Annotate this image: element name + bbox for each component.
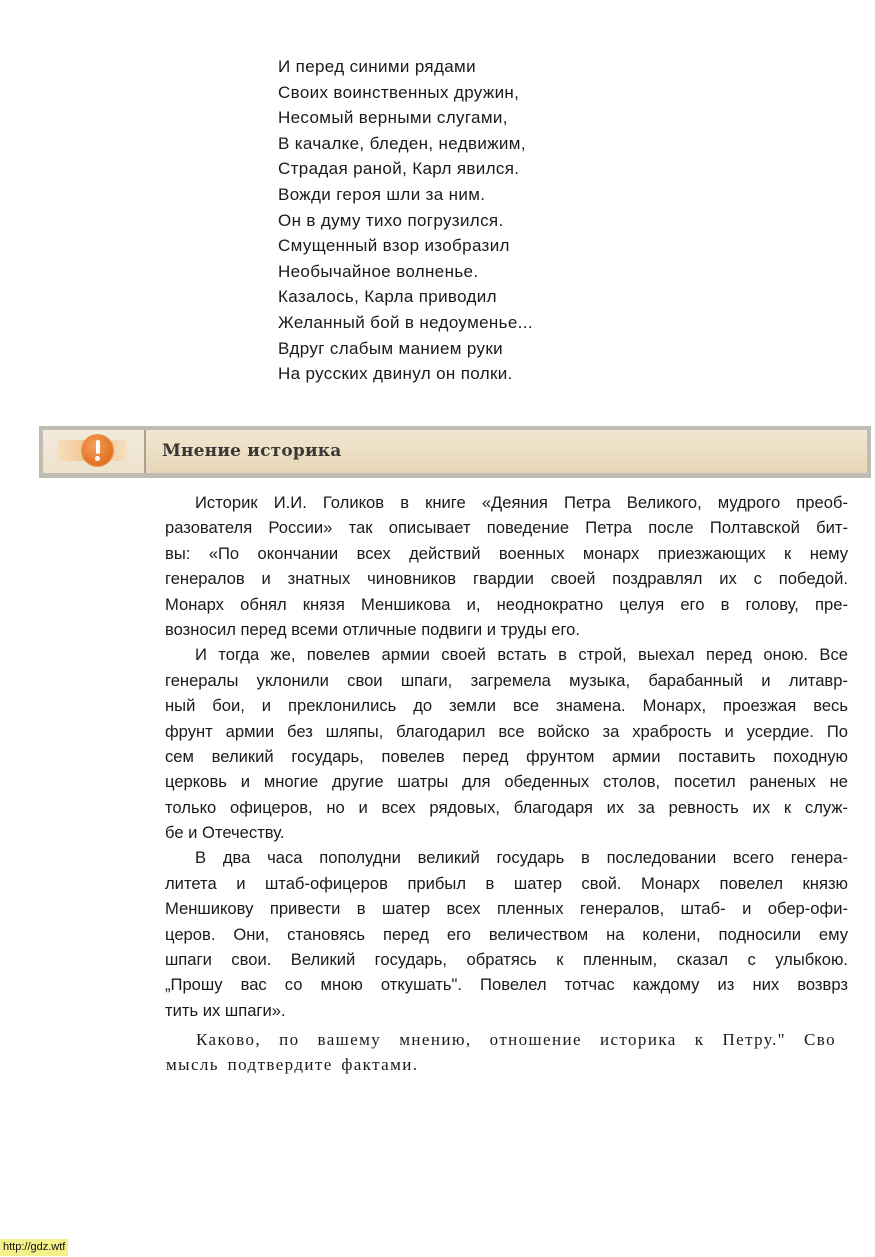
prose-line: генералов и знатных чиновников гвардии своей поздравлял их с победой. xyxy=(165,569,848,589)
exclamation-dot xyxy=(95,456,100,461)
section-banner xyxy=(39,426,871,478)
poem-line: Вожди героя шли за ним. xyxy=(278,184,486,204)
poem-line: Казалось, Карла приводил xyxy=(278,287,497,307)
poem-line: Он в думу тихо погрузился. xyxy=(278,210,504,230)
prose-line: В два часа пополудни великий государь в последовании всего генера- xyxy=(195,848,848,868)
banner-body xyxy=(43,430,867,473)
poem-line: Вдруг слабым манием руки xyxy=(278,338,503,358)
question-line: мысль подтвердите фактами. xyxy=(166,1055,419,1074)
poem-line: Смущенный взор изобразил xyxy=(278,236,510,256)
poem-line: Желанный бой в недоуменье... xyxy=(278,312,533,332)
poem-line: И перед синими рядами xyxy=(278,57,476,76)
prose-line: фрунт армии без шляпы, благодарил все войско за храбрость и усердие. По xyxy=(165,721,848,741)
prose-line: возносил перед всеми отличные подвиги и труды его. xyxy=(165,619,580,639)
question-block xyxy=(166,1027,836,1077)
prose-line: тить их шпаги». xyxy=(165,1000,286,1020)
exclamation-stroke xyxy=(96,440,100,454)
poem-line: Необычайное волненье. xyxy=(278,261,479,281)
prose-line: шпаги свои. Великий государь, обратясь к пленным, сказал с улыбкою. xyxy=(165,950,848,970)
prose-line: И тогда же, повелев армии своей встать в строй, выехал перед оною. Все xyxy=(195,645,848,665)
prose-line: Историк И.И. Голиков в книге «Деяния Петра Великого, мудрого преоб- xyxy=(195,493,848,512)
poem-block xyxy=(278,54,678,387)
poem-line: Страдая раной, Карл явился. xyxy=(278,159,520,179)
prose-line: литета и штаб-офицеров прибыл в шатер свой. Монарх повелел князю xyxy=(165,873,848,893)
historian-text xyxy=(165,490,848,1023)
prose-line: церковь и многие другие шатры для обеденных столов, посетил раненых не xyxy=(165,772,848,792)
prose-line: ный бои, и преклонились до земли все знамена. Монарх, проезжая весь xyxy=(165,696,848,716)
prose-line: сем великий государь, повелев перед фрунтом армии поставить походную xyxy=(165,746,848,766)
prose-line: церов. Они, становясь перед его величеством на колени, подносили ему xyxy=(165,924,848,944)
prose-line: бе и Отечеству. xyxy=(165,823,285,843)
question-line: Каково, по вашему мнению, отношение историка к Петру." Сво xyxy=(196,1030,836,1049)
poem-line: Несомый верными слугами, xyxy=(278,108,508,128)
prose-line: только офицеров, но и всех рядовых, благодаря их за ревность их к служ- xyxy=(165,797,848,817)
poem-line: На русских двинул он полки. xyxy=(278,364,513,384)
prose-line: Меншикову привести в шатер всех пленных генералов, штаб- и обер-офи- xyxy=(165,899,848,919)
exclamation-icon xyxy=(82,435,113,466)
poem-line: В качалке, бледен, недвижим, xyxy=(278,133,526,153)
prose-line: разователя России» так описывает поведение Петра после Полтавской бит- xyxy=(165,518,848,538)
prose-line: Монарх обнял князя Меншикова и, неоднократно целуя его в голову, пре- xyxy=(165,594,848,614)
banner-icon-cell xyxy=(43,430,146,473)
poem-line: Своих воинственных дружин, xyxy=(278,82,520,102)
watermark-link[interactable]: http://gdz.wtf xyxy=(0,1239,68,1256)
section-title: Мнение историка xyxy=(162,441,342,461)
prose-line: „Прошу вас со мною откушать". Повелел тотчас каждому из них возврз xyxy=(165,975,848,995)
prose-line: генералы уклонили свои шпаги, загремела музыка, барабанный и литавр- xyxy=(165,670,848,690)
prose-line: вы: «По окончании всех действий военных монарх приезжающих к нему xyxy=(165,543,848,563)
